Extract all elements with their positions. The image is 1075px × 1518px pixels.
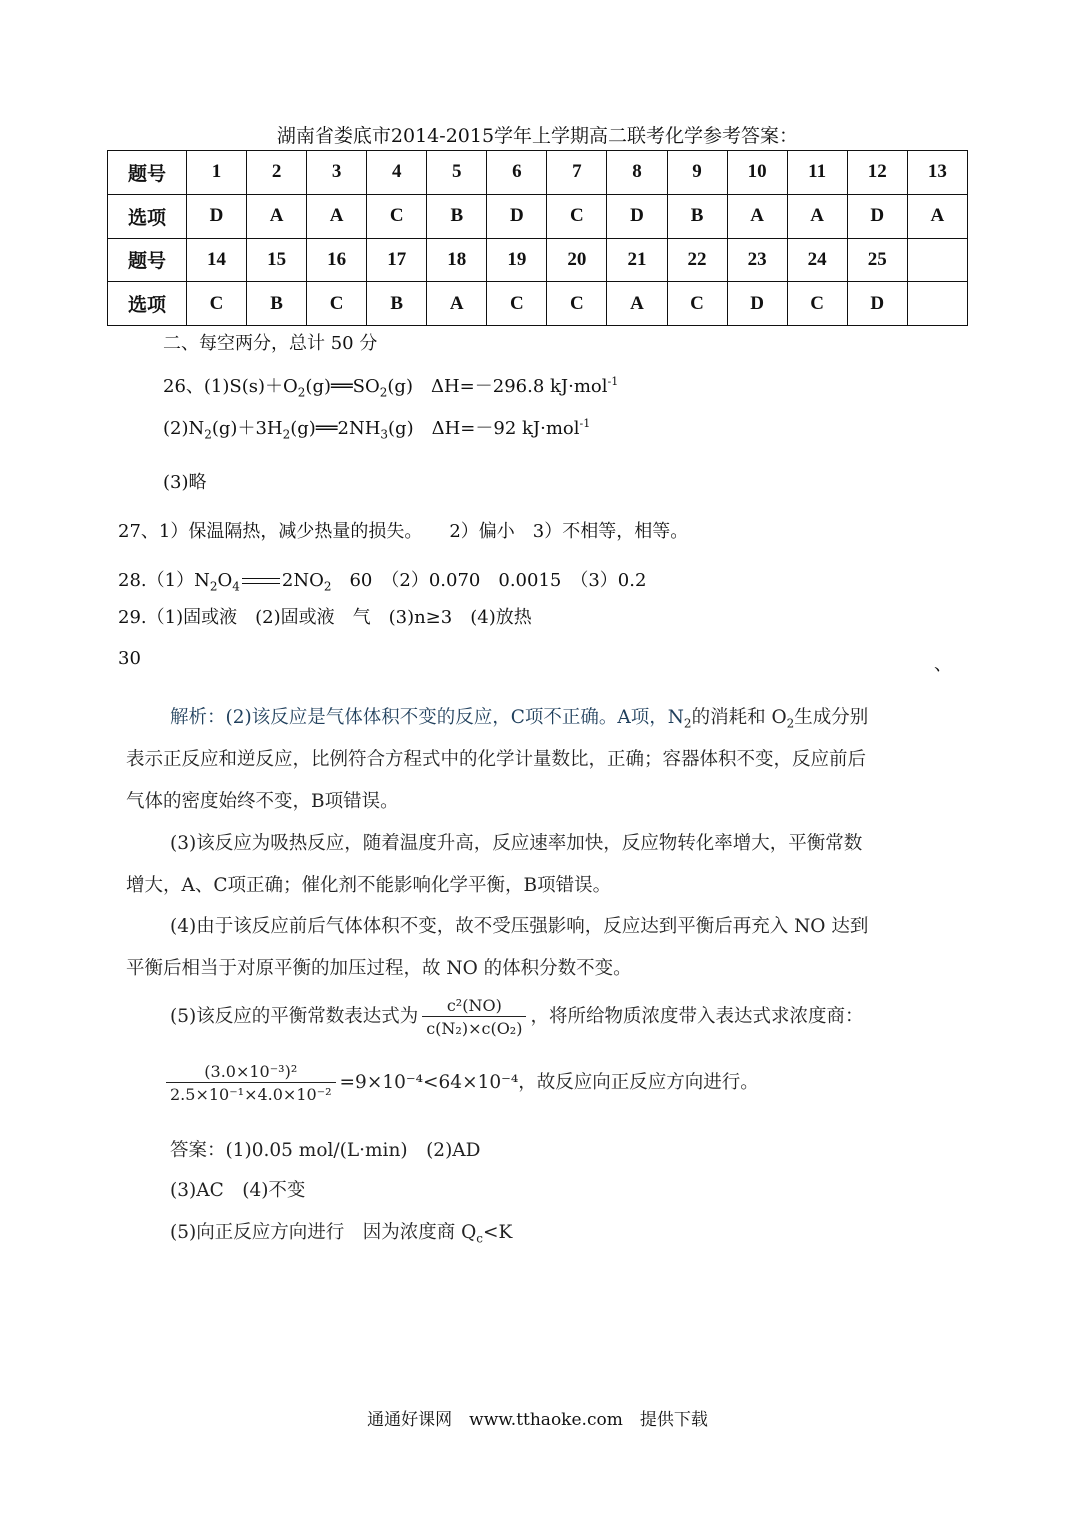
analysis-text: ，将所给物质浓度带入表达式求浓度商：: [530, 1006, 864, 1027]
q26-part1: [163, 372, 618, 400]
answer-cell: C: [547, 282, 607, 326]
question-number: 14: [187, 238, 247, 282]
q28-answer: [118, 566, 646, 594]
analysis-text: (5)该反应的平衡常数表达式为: [170, 1006, 419, 1027]
answer-cell: C: [367, 194, 427, 238]
equation-text: (g) ΔH=－92 kJ·mol: [388, 418, 580, 439]
question-number: 13: [907, 151, 967, 195]
analysis-line: 平衡后相当于对原平衡的加压过程，故 NO 的体积分数不变。: [126, 958, 632, 979]
answer-cell: D: [187, 194, 247, 238]
question-row-1: [108, 151, 968, 195]
subscript: 2: [204, 427, 212, 442]
answer-cell: C: [187, 282, 247, 326]
fraction-numerator: c²(NO): [422, 996, 526, 1017]
subscript: 4: [232, 579, 240, 594]
row-label-question: 题号: [108, 151, 187, 195]
subscript: 2: [379, 385, 388, 400]
q26-part3: (3)略: [163, 472, 207, 493]
equation-text: (2)N: [163, 418, 205, 439]
section-2-heading: 二、每空两分，总计 50 分: [163, 333, 378, 354]
answer-cell: B: [667, 194, 727, 238]
answer-cell: A: [787, 194, 847, 238]
analysis-text: =9×10⁻⁴<64×10⁻⁴，故反应向正反应方向进行。: [339, 1072, 759, 1093]
fraction: [422, 996, 526, 1038]
subscript: 2: [297, 385, 306, 400]
answer-cell: B: [367, 282, 427, 326]
equilibrium-arrow-icon: [242, 576, 280, 586]
footer-credit: 通通好课网 www.tthaoke.com 提供下载: [367, 1410, 708, 1430]
question-row-2: [108, 238, 968, 282]
question-number: 5: [427, 151, 487, 195]
analysis-line: 表示正反应和逆反应，比例符合方程式中的化学计量数比，正确；容器体积不变，反应前后: [126, 749, 867, 770]
analysis-text: 生成分别: [794, 707, 869, 728]
answer-text: 60 （2）0.070 0.0015 （3）0.2: [331, 570, 647, 591]
row-label-question: 题号: [108, 238, 187, 282]
document-title: 湖南省娄底市2014-2015学年上学期高二联考化学参考答案：: [276, 125, 799, 147]
answer-cell: C: [487, 282, 547, 326]
question-number: 24: [787, 238, 847, 282]
answer-cell: C: [667, 282, 727, 326]
answer-row-2: [108, 282, 968, 326]
subscript: 2: [323, 579, 332, 594]
answer-cell: A: [247, 194, 307, 238]
subscript: 2: [209, 579, 218, 594]
question-number: 4: [367, 151, 427, 195]
answer-text: 28.（1）N: [118, 570, 210, 591]
subscript: 2: [683, 716, 692, 731]
equation-text: (g)＋3H: [211, 418, 283, 439]
analysis-line: (4)由于该反应前后气体体积不变，故不受压强影响，反应达到平衡后再充入 NO 达到: [170, 916, 869, 937]
equation-text: (g)══SO: [305, 376, 380, 397]
analysis-line: 增大，A、C项正确；催化剂不能影响化学平衡，B项错误。: [126, 875, 612, 896]
answer-cell: D: [487, 194, 547, 238]
question-number: 25: [847, 238, 907, 282]
analysis-line: (3)该反应为吸热反应，随着温度升高，反应速率加快，反应物转化率增大，平衡常数: [170, 833, 863, 854]
fraction: [166, 1062, 336, 1104]
answer-cell: D: [607, 194, 667, 238]
answer-cell: A: [907, 194, 967, 238]
question-number: 12: [847, 151, 907, 195]
q29-answer: 29.（1)固或液 (2)固或液 气 (3)n≥3 (4)放热: [118, 607, 532, 628]
analysis-text: <K: [483, 1222, 513, 1243]
answer-cell: [907, 282, 967, 326]
question-number: 16: [307, 238, 367, 282]
question-number: 7: [547, 151, 607, 195]
question-number: 23: [727, 238, 787, 282]
subscript: c: [476, 1231, 483, 1246]
q27-answer: 27、1）保温隔热，减少热量的损失。 2）偏小 3）不相等，相等。: [118, 521, 689, 542]
answer-cell: C: [787, 282, 847, 326]
question-number: 20: [547, 238, 607, 282]
answer-cell: A: [727, 194, 787, 238]
question-number: [907, 238, 967, 282]
question-number: 17: [367, 238, 427, 282]
answer-cell: D: [847, 282, 907, 326]
subscript: 2: [786, 716, 795, 731]
question-number: 10: [727, 151, 787, 195]
analysis-text: (5)向正反应方向进行 因为浓度商 Q: [170, 1222, 477, 1243]
question-number: 2: [247, 151, 307, 195]
analysis-line: [170, 703, 868, 731]
question-number: 8: [607, 151, 667, 195]
answer-text: 2NO: [281, 570, 324, 591]
answer-row-1: [108, 194, 968, 238]
answer-cell: B: [427, 194, 487, 238]
analysis-line: 气体的密度始终不变，B项错误。: [126, 791, 399, 812]
superscript: -1: [579, 417, 591, 430]
q30-mark: 、: [934, 654, 952, 675]
fraction-denominator: 2.5×10⁻¹×4.0×10⁻²: [170, 1085, 332, 1104]
answer-cell: C: [307, 282, 367, 326]
superscript: -1: [607, 375, 619, 388]
question-number: 18: [427, 238, 487, 282]
question-number: 9: [667, 151, 727, 195]
answer-text: O: [217, 570, 233, 591]
answer-table: [107, 150, 968, 326]
question-number: 15: [247, 238, 307, 282]
question-number: 1: [187, 151, 247, 195]
question-number: 22: [667, 238, 727, 282]
answer-line: 答案：(1)0.05 mol/(L·min) (2)AD: [170, 1140, 481, 1161]
answer-cell: C: [547, 194, 607, 238]
question-number: 3: [307, 151, 367, 195]
question-number: 19: [487, 238, 547, 282]
equation-text: (g)══2NH: [290, 418, 381, 439]
question-number: 21: [607, 238, 667, 282]
fraction-denominator: c(N₂)×c(O₂): [426, 1019, 523, 1038]
row-label-option: 选项: [108, 194, 187, 238]
subscript: 2: [282, 427, 291, 442]
reaction-quotient-calculation: [166, 1062, 759, 1104]
question-number: 11: [787, 151, 847, 195]
equation-text: 26、(1)S(s)＋O: [163, 376, 298, 397]
answer-cell: A: [307, 194, 367, 238]
equilibrium-constant-expression: [170, 996, 863, 1038]
question-number: 6: [487, 151, 547, 195]
answer-line: [170, 1218, 512, 1246]
fraction-numerator: (3.0×10⁻³)²: [166, 1062, 336, 1083]
q26-part2: [163, 414, 590, 442]
answer-cell: D: [727, 282, 787, 326]
answer-cell: B: [247, 282, 307, 326]
analysis-text: 的消耗和 O: [691, 707, 787, 728]
q30-number: 30: [118, 648, 141, 669]
subscript: 3: [380, 427, 389, 442]
answer-cell: A: [427, 282, 487, 326]
answer-line: (3)AC (4)不变: [170, 1180, 306, 1201]
answer-cell: A: [607, 282, 667, 326]
analysis-text: 解析：(2)该反应是气体体积不变的反应，C项不正确。A项，N: [170, 707, 684, 728]
row-label-option: 选项: [108, 282, 187, 326]
equation-text: (g) ΔH=－296.8 kJ·mol: [387, 376, 608, 397]
answer-cell: D: [847, 194, 907, 238]
